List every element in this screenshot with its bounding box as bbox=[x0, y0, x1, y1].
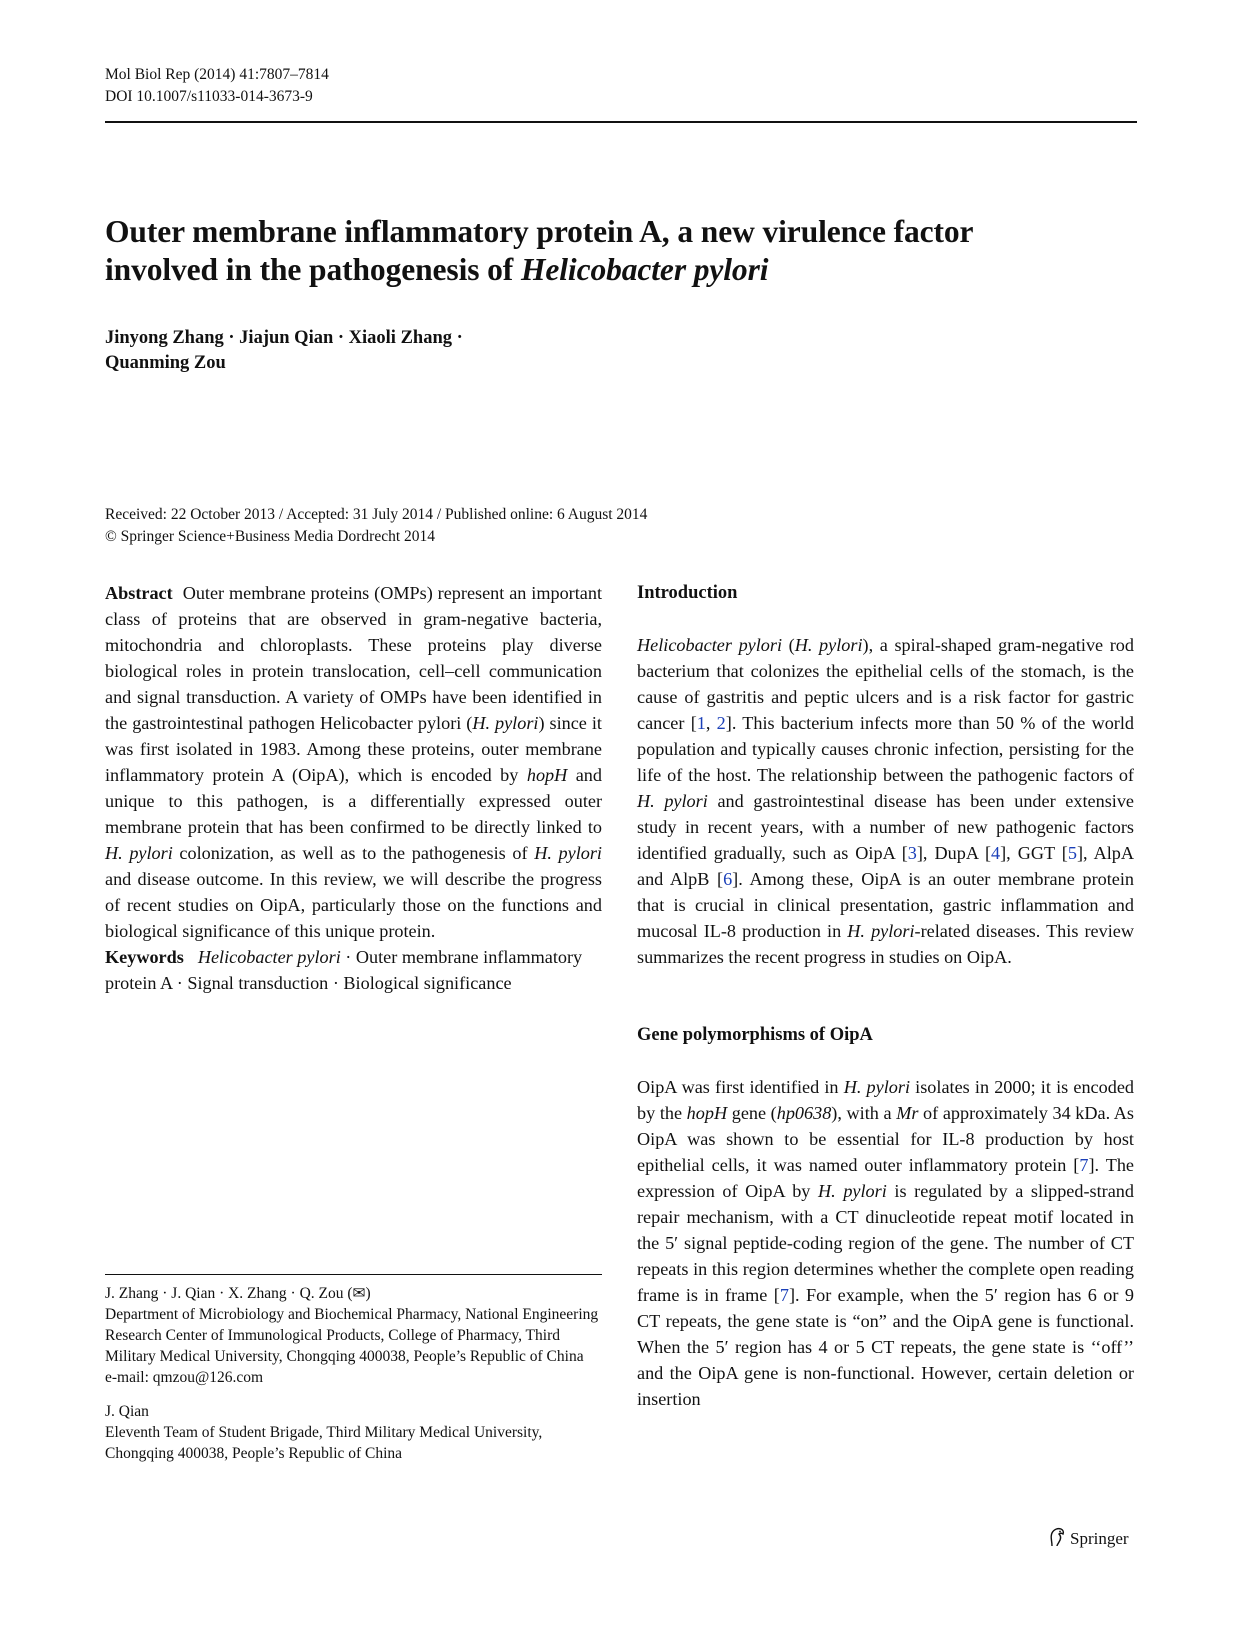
intro-italic-6: H. pylori bbox=[637, 791, 708, 811]
footnote-authors: J. Zhang · J. Qian · X. Zhang · Q. Zou (✉) bbox=[105, 1285, 371, 1302]
gene-italic-6: H. pylori bbox=[818, 1181, 887, 1201]
title-line-2 bbox=[105, 251, 1145, 289]
gene-text-8: ]. For example, when the 5′ region has 6 or 9 CT repeats, the gene state is “on” and the OipA gene is functional. When the 5′ region has 4 or 5 CT repeats, the gene state is ‘‘off’’ and the OipA gene is non-functional. However, certain deletion or insertion bbox=[637, 1285, 1134, 1409]
reference-link-1[interactable]: 1 bbox=[696, 713, 706, 733]
title-line-1: Outer membrane inflammatory protein A, a new virulence factor bbox=[105, 214, 974, 249]
gene-italic-1: H. pylori bbox=[843, 1077, 910, 1097]
journal-header bbox=[105, 64, 329, 108]
authors-line-2: Quanming Zou bbox=[105, 353, 226, 373]
abstract-paragraph bbox=[105, 580, 602, 944]
footnote-rule bbox=[105, 1274, 602, 1275]
intro-comma: , bbox=[705, 713, 717, 733]
left-column bbox=[105, 580, 602, 996]
gene-text-5: of approximately 34 kDa. As OipA was shown to be essential for IL-8 production by host epithelial cells, it was named outer inflammatory protein [ bbox=[637, 1103, 1134, 1175]
abstract-text-3: and unique to this pathogen, is a differentially expressed outer membrane protein that has been confirmed to be directly linked to bbox=[105, 765, 602, 837]
affiliation-footnote bbox=[105, 1283, 602, 1464]
gene-polymorphisms-heading: Gene polymorphisms of OipA bbox=[637, 1025, 873, 1045]
abstract-italic-4: H. pylori bbox=[534, 843, 602, 863]
gene-text-1: OipA was first identified in bbox=[637, 1077, 844, 1097]
intro-text-2: ( bbox=[782, 635, 795, 655]
abstract-text-1: Outer membrane proteins (OMPs) represent an important class of proteins that are observed in gram-negative bacteria, mitochondria and chloroplasts. These proteins play diverse biological roles in protein translocation, cell–cell communication and signal transduction. A variety of OMPs have been identified in the gastrointestinal pathogen Helicobacter pylori ( bbox=[105, 583, 602, 733]
introduction-heading: Introduction bbox=[637, 583, 738, 603]
intro-text-13: -related diseases. This review summarizes the recent progress in studies on OipA. bbox=[637, 921, 1134, 967]
reference-link-2[interactable]: 2 bbox=[716, 713, 726, 733]
keywords-rest: · Outer membrane inflammatory protein A · Signal transduction · Biological significance bbox=[105, 947, 583, 993]
author-list bbox=[105, 326, 463, 376]
intro-text-7: and gastrointestinal disease has been under extensive study in recent years, with a number of new pathogenic factors identified gradually, such as OipA [ bbox=[637, 791, 1134, 863]
title-species: Helicobacter pylori bbox=[520, 252, 769, 287]
header-rule bbox=[105, 121, 1137, 123]
intro-text-4: ), a spiral-shaped gram-negative rod bacterium that colonizes the epithelial cells of the stomach, is the cause of gastritis and peptic ulcers and is a risk factor for gastric cancer [ bbox=[637, 635, 1134, 733]
publisher-name: Springer bbox=[1070, 1529, 1129, 1548]
intro-text-9: ], GGT [ bbox=[1000, 843, 1068, 863]
keyword-1: Helicobacter pylori bbox=[197, 947, 341, 967]
intro-text-8: ], DupA [ bbox=[916, 843, 992, 863]
reference-link-7b[interactable]: 7 bbox=[779, 1285, 789, 1305]
intro-text-5: ]. This bacterium infects more than 50 % of the world population and typically causes chronic infection, persisting for the life of the host. The relationship between the pathogenic factors of bbox=[637, 713, 1135, 785]
keywords-label: Keywords bbox=[105, 947, 184, 967]
gene-text-7: is regulated by a slipped-strand repair mechanism, with a CT dinucleotide repeat motif located in the 5′ signal peptide-coding region of the gene. The number of CT repeats in this region determines whether the complete open reading frame is in frame [ bbox=[637, 1181, 1134, 1305]
abstract-text-5: and disease outcome. In this review, we will describe the progress of recent studies on OipA, particularly those on the functions and biological significance of this unique protein. bbox=[105, 869, 602, 941]
gene-text-6: ]. The expression of OipA by bbox=[637, 1155, 1134, 1201]
keywords-paragraph bbox=[105, 944, 602, 996]
reference-link-3[interactable]: 3 bbox=[907, 843, 917, 863]
intro-italic-1: Helicobacter pylori bbox=[637, 635, 783, 655]
abstract-italic-1: H. pylori bbox=[472, 713, 539, 733]
affiliation-2: Eleventh Team of Student Brigade, Third Military Medical University, Chongqing 400038, People’s Republic of China bbox=[105, 1424, 543, 1462]
abstract-italic-3: H. pylori bbox=[105, 843, 173, 863]
footnote-author-2: J. Qian bbox=[105, 1403, 149, 1420]
journal-citation: Mol Biol Rep (2014) 41:7807–7814 bbox=[105, 66, 329, 83]
publisher-logo bbox=[1048, 1527, 1129, 1550]
intro-text-11: ]. Among these, OipA is an outer membrane protein that is crucial in clinical presentation, gastric inflammation and mucosal IL-8 production in bbox=[637, 869, 1134, 941]
article-history bbox=[105, 504, 647, 548]
gene-text-2: isolates in 2000; it is encoded by the bbox=[637, 1077, 1134, 1123]
reference-link-7a[interactable]: 7 bbox=[1079, 1155, 1089, 1175]
title-line-2-text: involved in the pathogenesis of bbox=[105, 252, 521, 287]
authors-line-1: Jinyong Zhang · Jiajun Qian · Xiaoli Zhang · bbox=[105, 328, 463, 348]
reference-link-6[interactable]: 6 bbox=[723, 869, 733, 889]
copyright: © Springer Science+Business Media Dordrecht 2014 bbox=[105, 528, 436, 545]
springer-horse-icon bbox=[1048, 1527, 1066, 1547]
journal-doi: DOI 10.1007/s11033-014-3673-9 bbox=[105, 88, 313, 105]
contact-email: e-mail: qmzou@126.com bbox=[105, 1369, 264, 1386]
abstract-text-2: ) since it was first isolated in 1983. Among these proteins, outer membrane inflammatory protein A (OipA), which is encoded by bbox=[105, 713, 602, 785]
intro-italic-3: H. pylori bbox=[794, 635, 863, 655]
affiliation-1: Department of Microbiology and Biochemical Pharmacy, National Engineering Research Center of Immunological Products, College of Pharmacy, Third Military Medical University, Chongqing 400038, People’s Republic of China bbox=[105, 1306, 599, 1365]
reference-link-4[interactable]: 4 bbox=[991, 843, 1001, 863]
abstract-italic-2: hopH bbox=[526, 765, 568, 785]
gene-paragraph bbox=[637, 1074, 1134, 1412]
reference-link-5[interactable]: 5 bbox=[1067, 843, 1077, 863]
gene-italic-2: hopH bbox=[686, 1103, 728, 1123]
gene-italic-3: hp0638 bbox=[776, 1103, 832, 1123]
history-dates: Received: 22 October 2013 / Accepted: 31 July 2014 / Published online: 6 August 2014 bbox=[105, 506, 648, 523]
intro-italic-12: H. pylori bbox=[847, 921, 915, 941]
gene-italic-4: Mr bbox=[896, 1103, 919, 1123]
article-title bbox=[105, 213, 1145, 289]
gene-text-4: ), with a bbox=[831, 1103, 897, 1123]
abstract-label: Abstract bbox=[105, 583, 173, 603]
abstract-text-4: colonization, as well as to the pathogenesis of bbox=[172, 843, 535, 863]
right-column bbox=[637, 580, 1134, 1412]
introduction-paragraph bbox=[637, 632, 1134, 970]
intro-text-10: ], AlpA and AlpB [ bbox=[637, 843, 1134, 889]
gene-text-3: gene ( bbox=[727, 1103, 777, 1123]
